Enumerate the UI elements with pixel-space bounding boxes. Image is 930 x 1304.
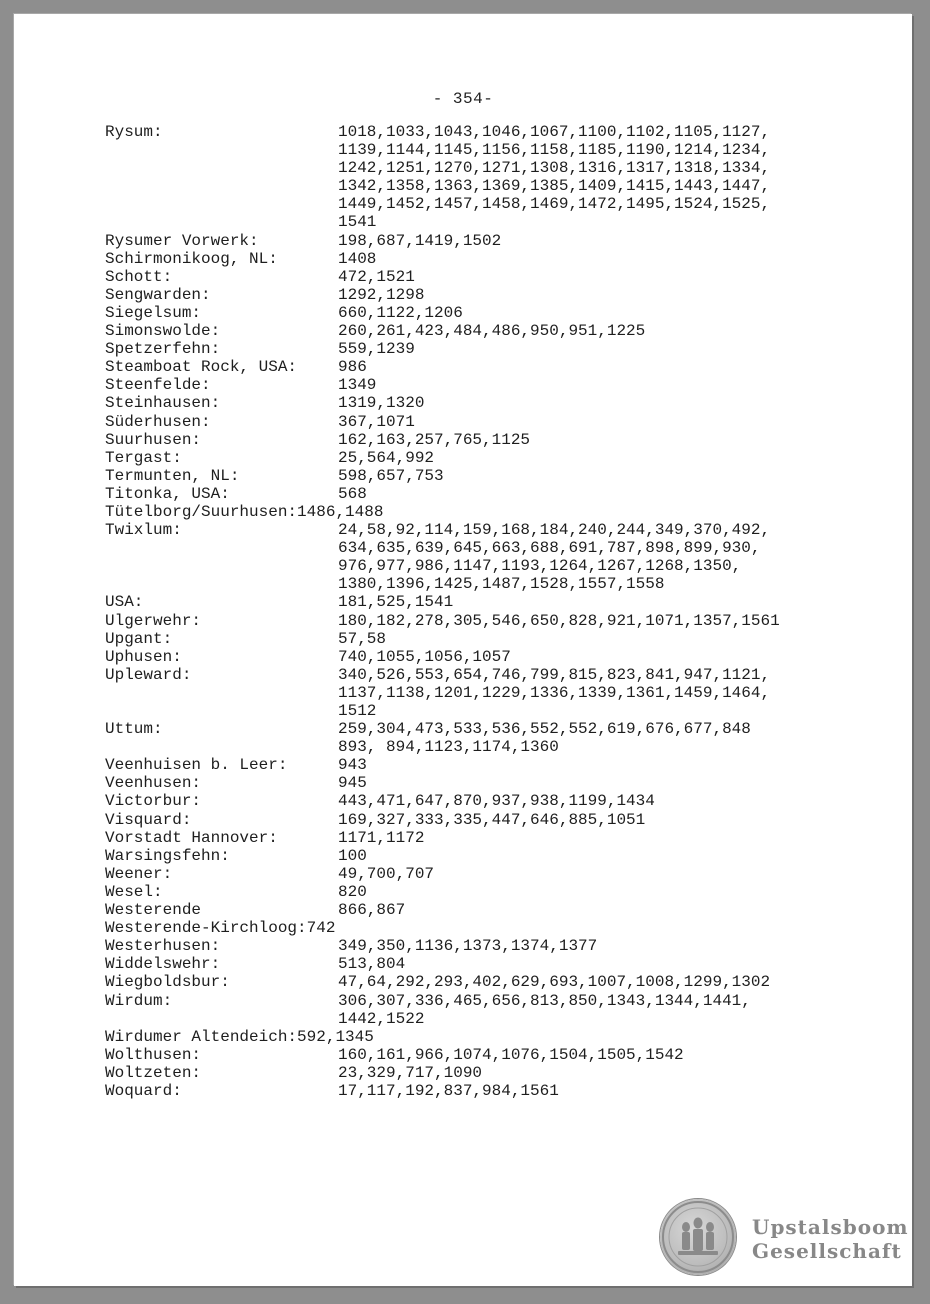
place-name: Wirdumer Altendeich: [105,1027,298,1046]
place-name: Upleward: [105,665,192,684]
place-name: Steamboat Rock, USA: [105,358,298,377]
index-entry [105,232,865,250]
place-name: Süderhusen: [105,412,211,431]
place-name: Woquard: [105,1081,182,1100]
place-name: Schirmonikoog, NL: [105,249,278,268]
index-entry [105,1064,865,1082]
page-references: 986 [338,358,367,377]
index-entry [105,901,865,919]
index-entry [105,1082,865,1100]
index-entry [105,792,865,810]
place-name: Rysum: [105,123,163,141]
page-references: 17,117,192,837,984,1561 [338,1081,559,1100]
index-entry [105,394,865,412]
page-references: 349,350,1136,1373,1374,1377 [338,937,598,956]
document-page [14,14,912,1286]
place-name: Termunten, NL: [105,466,240,485]
index-entry [105,756,865,774]
page-references: 160,161,966,1074,1076,1504,1505,1542 [338,1045,684,1064]
society-name-line2: Gesellschaft [752,1239,902,1263]
page-references: 1171,1172 [338,828,425,847]
page-references: 367,1071 [338,412,415,431]
place-name: Twixlum: [105,521,182,540]
page-references: 169,327,333,335,447,646,885,1051 [338,810,646,829]
page-references: 198,687,1419,1502 [338,231,502,250]
page-references: 945 [338,774,367,793]
place-name: Titonka, USA: [105,484,230,503]
place-name: Uttum: [105,720,163,739]
index-entry [105,937,865,955]
place-name: Victorbur: [105,792,202,811]
society-name [752,1215,909,1263]
index-entry [105,847,865,865]
page-references: 100 [338,846,367,865]
place-name: Wesel: [105,882,163,901]
page-references: 1319,1320 [338,394,425,413]
page-references: 23,329,717,1090 [338,1063,483,1082]
place-index [105,123,865,1100]
index-entry [105,811,865,829]
page-references: 306,307,336,465,656,813,850,1343,1344,1441, 1442,1522 [338,991,751,1028]
place-name: Wiegboldsbur: [105,973,230,992]
index-entry [105,431,865,449]
index-entry [105,485,865,503]
page-references: 660,1122,1206 [338,303,463,322]
page-references: 49,700,707 [338,864,435,883]
place-name: Visquard: [105,810,192,829]
place-name: Sengwarden: [105,285,211,304]
place-name: USA: [105,593,144,612]
index-entry [105,358,865,376]
page-references: 472,1521 [338,267,415,286]
index-entry [105,774,865,792]
page-references: 57,58 [338,629,387,648]
page-references: 513,804 [338,955,406,974]
index-entry [105,593,865,611]
page-references: 1408 [338,249,377,268]
place-name: Uphusen: [105,647,182,666]
page-references: 340,526,553,654,746,799,815,823,841,947,1121, 1137,1138,1201,1229,1336,1339,1361,1459,1464, 1512 [338,665,771,720]
index-entry [105,376,865,394]
index-entry [105,992,865,1028]
index-entry [105,1046,865,1064]
place-name: Wolthusen: [105,1045,202,1064]
index-entry [105,286,865,304]
society-name-line1: Upstalsboom [752,1215,909,1239]
page-references: 25,564,992 [338,448,435,467]
place-name: Vorstadt Hannover: [105,828,278,847]
index-entry [105,973,865,991]
page-references: 740,1055,1056,1057 [338,647,511,666]
page-references: 820 [338,882,367,901]
place-name: Westerhusen: [105,937,221,956]
place-name: Westerende-Kirchloog: [105,919,307,938]
page-references: 181,525,1541 [338,593,454,612]
index-entry [105,919,865,937]
page-references: 742 [306,919,336,938]
index-entry [105,413,865,431]
page-references: 24,58,92,114,159,168,184,240,244,349,370,492, 634,635,639,645,663,688,691,787,898,899,930, 976,977,986,1147,1193,1264,1267,1268,1350, 1380,1396,1425,1487,1528,1557,1558 [338,521,771,594]
place-name: Suurhusen: [105,430,202,449]
page-references: 866,867 [338,901,406,920]
society-logo [660,1199,910,1279]
index-entry [105,612,865,630]
place-name: Siegelsum: [105,303,202,322]
page-references: 598,657,753 [338,466,444,485]
page-references: 592,1345 [297,1027,374,1046]
place-name: Tütelborg/Suurhusen: [105,502,298,521]
place-name: Westerende [105,901,202,920]
place-name: Tergast: [105,448,182,467]
index-entry [105,829,865,847]
place-name: Upgant: [105,629,173,648]
index-entry [105,1028,865,1046]
place-name: Schott: [105,267,173,286]
place-name: Weener: [105,864,173,883]
place-name: Warsingsfehn: [105,846,230,865]
place-name: Veenhusen: [105,774,202,793]
seal-emblem-icon [660,1199,736,1275]
page-references: 1486,1488 [297,502,384,521]
index-entry [105,503,865,521]
page-references: 259,304,473,533,536,552,552,619,676,677,848 893, 894,1123,1174,1360 [338,720,751,757]
index-entry [105,883,865,901]
place-name: Widdelswehr: [105,955,221,974]
page-references: 1018,1033,1043,1046,1067,1100,1102,1105,1127, 1139,1144,1145,1156,1158,1185,1190,1214,1234, 1242,1251,1270,1271,1308,1316,1317,1318,1334, 1342,1358,1363,1369,1385,1409,1415,1443,1447, 1449,1452,1457,1458,1469,1472,1495,1524,1525, 1541 [338,123,771,232]
index-entry [105,123,865,232]
page-references: 568 [338,484,367,503]
page-number: - 354- [432,90,494,108]
place-name: Woltzeten: [105,1063,202,1082]
page-references: 943 [338,756,367,775]
page-references: 47,64,292,293,402,629,693,1007,1008,1299,1302 [338,973,771,992]
index-entry [105,630,865,648]
index-entry [105,449,865,467]
index-entry [105,250,865,268]
index-entry [105,521,865,593]
page-references: 162,163,257,765,1125 [338,430,531,449]
index-entry [105,322,865,340]
index-entry [105,955,865,973]
index-entry [105,865,865,883]
place-name: Steinhausen: [105,394,221,413]
place-name: Simonswolde: [105,322,221,341]
place-name: Rysumer Vorwerk: [105,231,259,250]
page-references: 559,1239 [338,340,415,359]
page-references: 180,182,278,305,546,650,828,921,1071,1357,1561 [338,611,780,630]
index-entry [105,304,865,322]
index-entry [105,340,865,358]
index-entry [105,467,865,485]
index-entry [105,720,865,756]
place-name: Wirdum: [105,991,173,1010]
place-name: Steenfelde: [105,376,211,395]
index-entry [105,268,865,286]
page-references: 1292,1298 [338,285,425,304]
index-entry [105,648,865,666]
page-references: 443,471,647,870,937,938,1199,1434 [338,792,655,811]
page-references: 1349 [338,376,377,395]
place-name: Spetzerfehn: [105,340,221,359]
place-name: Ulgerwehr: [105,611,202,630]
place-name: Veenhuisen b. Leer: [105,756,288,775]
index-entry [105,666,865,720]
page-references: 260,261,423,484,486,950,951,1225 [338,322,646,341]
